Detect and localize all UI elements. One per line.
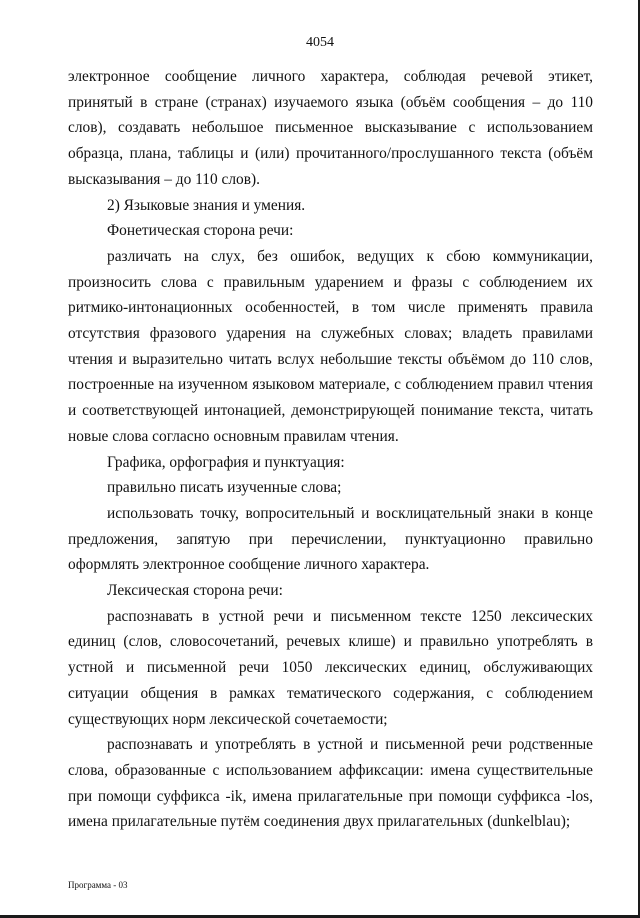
subheading-lexical: Лексическая сторона речи:: [107, 582, 283, 600]
paragraph-spelling: правильно писать изученные слова;: [107, 479, 342, 497]
section-heading-language-skills: 2) Языковые знания и умения.: [107, 196, 306, 214]
subheading-phonetics: Фонетическая сторона речи:: [107, 222, 294, 240]
paragraph-punctuation: использовать точку, вопросительный и восклицательный знаки в конце предложения, запятую при перечислении, пунктуационно правильно оформлять электронное сообщение личного характера.: [68, 504, 593, 574]
paragraph-continuation: электронное сообщение личного характера, соблюдая речевой этикет, принятый в стране (странах) изучаемого языка (объём сообщения – до 110 слов), создавать небольшое письменное высказывание с использованием образца, плана, таблицы и (или) прочитанного/прослушанного текста (объём высказывания – до 110 слов).: [68, 68, 593, 188]
footer-program-label: Программа - 03: [68, 880, 128, 890]
paragraph-word-formation: распознавать и употреблять в устной и письменной речи родственные слова, образованные с использованием аффиксации: имена существительные при помощи суффикса -ik, имена прилагательные при помощи суффикса -los, имена прилагательные путём соединения двух прилагательных (dunkelblau);: [68, 736, 593, 831]
body-text: [68, 64, 593, 835]
paragraph-phonetics: различать на слух, без ошибок, ведущих к сбою коммуникации, произносить слова с правильным ударением и фразы с соблюдением их ритмико-интонационных особенностей, в том числе применять правила отсутствия фразового ударения на служебных словах; владеть правилами чтения и выразительно читать вслух небольшие тексты объёмом до 110 слов, построенные на изученном языковом материале, с соблюдением правил чтения и соответствующей интонацией, демонстрирующей понимание текста, читать новые слова согласно основным правилам чтения.: [68, 247, 593, 445]
subheading-graphics-spelling: Графика, орфография и пунктуация:: [107, 453, 345, 471]
page-number: 4054: [306, 35, 334, 50]
paragraph-lexical-units: распознавать в устной речи и письменном тексте 1250 лексических единиц (слов, словосочетаний, речевых клише) и правильно употреблять в устной и письменной речи 1050 лексических единиц, обслуживающих ситуации общения в рамках тематического содержания, с соблюдением существующих норм лексической сочетаемости;: [68, 607, 593, 728]
